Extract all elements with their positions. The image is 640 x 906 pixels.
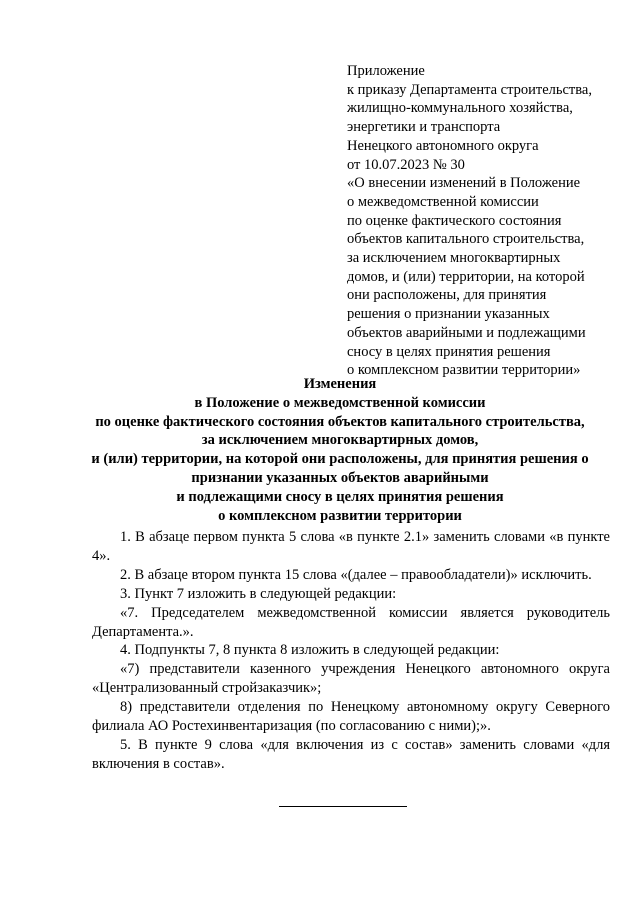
appendix-line: «О внесении изменений в Положение [347,175,581,192]
appendix-line: Приложение [347,63,425,79]
appendix-line: Ненецкого автономного округа [347,137,539,154]
appendix-line: о межведомственной комиссии [347,193,539,210]
appendix-line: о комплексном развитии территории» [347,362,581,379]
appendix-line: домов, и (или) территории, на которой [347,268,585,285]
appendix-line: объектов аварийными и подлежащими [347,324,586,341]
appendix-line: энергетики и транспорта [347,119,501,136]
title-line: о комплексном развитии территории [218,507,462,524]
appendix-line: жилищно-коммунального хозяйства, [347,100,573,117]
body-paragraph: 4. Подпункты 7, 8 пункта 8 изложить в следующей редакции: [120,642,500,659]
title-line: в Положение о межведомственной комиссии [194,394,486,411]
body-paragraph: 1. В абзаце первом пункта 5 слова «в пункте 2.1» заменить словами «в пункте 4». [92,529,610,564]
appendix-line: к приказу Департамента строительства, [347,81,592,98]
appendix-header [347,62,627,380]
appendix-line: за исключением многоквартирных [347,250,561,267]
appendix-line: решения о признании указанных [347,306,550,323]
appendix-line: объектов капитального строительства, [347,231,585,248]
body-paragraph: 8) представители отделения по Ненецкому автономному округу Северного филиала АО Ростехинвентаризация (по согласованию с ними);». [92,699,610,735]
title-line: и подлежащими сносу в целях принятия решения [176,488,504,505]
body-paragraph: «7) представители казенного учреждения Ненецкого автономного округа «Централизованный стройзаказчик»; [92,661,610,697]
end-divider [279,806,407,807]
title-line: признании указанных объектов аварийными [191,469,489,486]
appendix-line: от 10.07.2023 № 30 [347,156,465,173]
document-body [92,528,610,774]
title-line: по оценке фактического состояния объектов капитального строительства, [95,413,585,430]
title-line: Изменения [303,376,377,392]
appendix-line: сносу в целях принятия решения [347,343,551,360]
body-paragraph: 2. В абзаце втором пункта 15 слова «(далее – правообладатели)» исключить. [120,566,592,583]
body-paragraph: 5. В пункте 9 слова «для включения из с состав» заменить словами «для включения в состав». [92,736,610,772]
title-line: за исключением многоквартирных домов, [201,432,479,449]
appendix-line: по оценке фактического состояния [347,212,562,229]
body-paragraph: 3. Пункт 7 изложить в следующей редакции: [120,585,397,602]
title-line: и (или) территории, на которой они расположены, для принятия решения о [91,451,589,468]
appendix-line: они расположены, для принятия [347,287,547,304]
document-title [40,375,640,525]
body-paragraph: «7. Председателем межведомственной комиссии является руководитель Департамента.». [92,604,610,640]
